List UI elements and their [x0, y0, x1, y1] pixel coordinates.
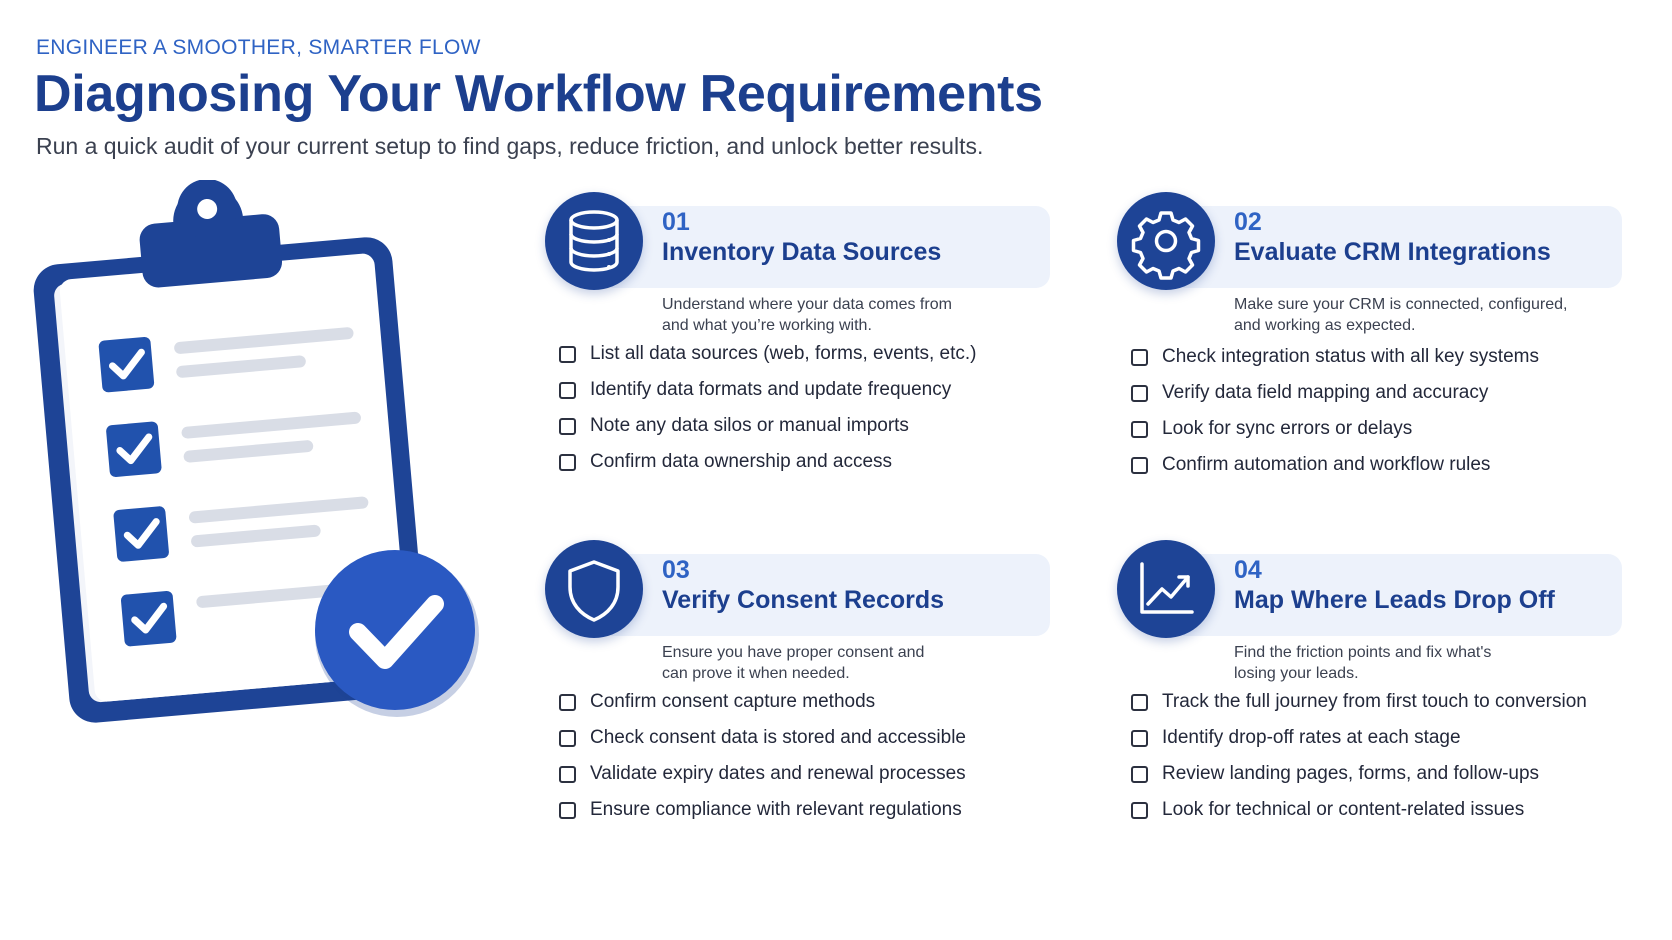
checkbox[interactable]	[1131, 730, 1148, 747]
section-number: 03	[662, 556, 690, 584]
checklist-item	[1131, 720, 1587, 756]
checklist-item	[1131, 375, 1539, 411]
section-inventory-data-sources	[545, 192, 1105, 492]
section-description	[1234, 642, 1574, 684]
clipboard-illustration	[20, 180, 490, 735]
checkbox[interactable]	[1131, 349, 1148, 366]
checklist-item-label: Validate expiry dates and renewal processes	[590, 763, 966, 784]
checkbox[interactable]	[559, 418, 576, 435]
section-map-where-leads-drop-off	[1117, 540, 1672, 840]
checklist	[1131, 339, 1539, 483]
checklist-item	[559, 444, 977, 480]
checkbox[interactable]	[559, 382, 576, 399]
checkbox[interactable]	[1131, 802, 1148, 819]
checklist-item-label: Look for sync errors or delays	[1162, 418, 1413, 439]
eyebrow-text: ENGINEER A SMOOTHER, SMARTER FLOW	[36, 36, 481, 59]
section-number: 04	[1234, 556, 1262, 584]
checklist-item-label: Confirm consent capture methods	[590, 691, 876, 712]
checkbox[interactable]	[1131, 766, 1148, 783]
checkbox[interactable]	[1131, 385, 1148, 402]
checklist-item	[559, 408, 977, 444]
section-description	[662, 294, 1002, 336]
checklist-item	[559, 720, 966, 756]
section-description	[1234, 294, 1614, 336]
checkbox[interactable]	[559, 730, 576, 747]
section-icon-badge	[1117, 192, 1215, 290]
checkbox[interactable]	[1131, 457, 1148, 474]
checklist-item	[1131, 684, 1587, 720]
checklist-item-label: Confirm data ownership and access	[590, 451, 893, 472]
page-subtitle: Run a quick audit of your current setup to find gaps, reduce friction, and unlock better results.	[36, 133, 984, 159]
checklist-item-label: Track the full journey from first touch to conversion	[1162, 691, 1587, 712]
section-description	[662, 642, 1002, 684]
checklist-item-label: Note any data silos or manual imports	[590, 415, 909, 436]
checkbox[interactable]	[1131, 421, 1148, 438]
database-icon	[545, 192, 643, 290]
description-line: Understand where your data comes from	[662, 296, 952, 313]
checklist-item	[559, 336, 977, 372]
section-number: 02	[1234, 208, 1262, 236]
checklist-item-label: Look for technical or content-related issues	[1162, 799, 1525, 820]
section-icon-badge	[545, 192, 643, 290]
section-evaluate-crm-integrations	[1117, 192, 1672, 492]
checkbox[interactable]	[559, 454, 576, 471]
checklist-item	[559, 756, 966, 792]
checklist	[559, 684, 966, 828]
description-line: Find the friction points and fix what's	[1234, 644, 1492, 661]
checklist-item-label: Check integration status with all key systems	[1162, 346, 1539, 367]
description-line: Make sure your CRM is connected, configured,	[1234, 296, 1568, 313]
checklist-item-label: Verify data field mapping and accuracy	[1162, 382, 1489, 403]
checklist-item	[559, 792, 966, 828]
section-icon-badge	[545, 540, 643, 638]
checklist-item-label: Identify drop-off rates at each stage	[1162, 727, 1461, 748]
checkbox[interactable]	[559, 766, 576, 783]
section-title: Inventory Data Sources	[662, 238, 942, 266]
checklist-item-label: Check consent data is stored and accessible	[590, 727, 966, 748]
checklist-item	[559, 372, 977, 408]
section-title: Verify Consent Records	[662, 586, 945, 614]
section-number: 01	[662, 208, 690, 236]
description-line: Ensure you have proper consent and	[662, 644, 925, 661]
trend-chart-icon	[1117, 540, 1215, 638]
checklist-item-label: Review landing pages, forms, and follow-ups	[1162, 763, 1540, 784]
section-icon-badge	[1117, 540, 1215, 638]
checkbox[interactable]	[559, 346, 576, 363]
clipboard-checklist-icon	[20, 180, 490, 730]
description-line: and what you’re working with.	[662, 317, 872, 334]
checklist-item	[1131, 447, 1539, 483]
checkbox[interactable]	[559, 694, 576, 711]
section-title: Map Where Leads Drop Off	[1234, 586, 1555, 614]
checklist-item	[559, 684, 966, 720]
section-verify-consent-records	[545, 540, 1105, 840]
checklist-item	[1131, 339, 1539, 375]
checkbox[interactable]	[559, 802, 576, 819]
checkbox[interactable]	[1131, 694, 1148, 711]
checklist	[1131, 684, 1587, 828]
description-line: and working as expected.	[1234, 317, 1416, 334]
checklist-item-label: Ensure compliance with relevant regulations	[590, 799, 962, 820]
checklist-item	[1131, 411, 1539, 447]
checklist-item-label: List all data sources (web, forms, events, etc.)	[590, 343, 977, 364]
page-title: Diagnosing Your Workflow Requirements	[34, 65, 1043, 123]
checklist-item	[1131, 792, 1587, 828]
checklist-item-label: Identify data formats and update frequency	[590, 379, 952, 400]
shield-icon	[545, 540, 643, 638]
checklist-item	[1131, 756, 1587, 792]
gear-icon	[1117, 192, 1215, 290]
checklist	[559, 336, 977, 480]
checklist-item-label: Confirm automation and workflow rules	[1162, 454, 1491, 475]
section-title: Evaluate CRM Integrations	[1234, 238, 1551, 266]
description-line: losing your leads.	[1234, 665, 1359, 682]
description-line: can prove it when needed.	[662, 665, 850, 682]
